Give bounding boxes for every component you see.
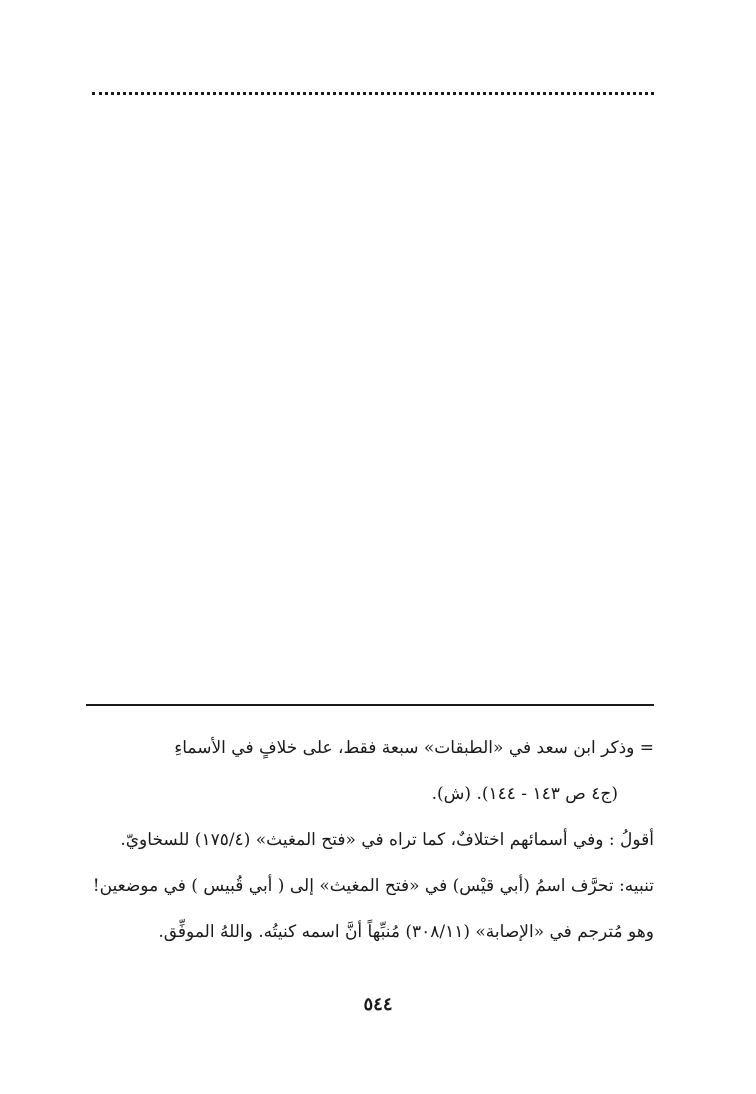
footnote-line: (ج٤ ص ١٤٣ - ١٤٤). (ش). [431,784,618,804]
footnote-separator [86,704,654,706]
page-number: ٥٤٤ [363,994,393,1015]
footnote-line: أقولُ : وفي أسمائهم اختلافٌ، كما تراه في «فتح المغيث» (١٧٥/٤) للسخاويّ. [120,830,654,850]
footnotes-block [92,735,654,965]
top-dotted-separator [92,92,654,95]
footnote-line: وهو مُترجم في «الإصابة» (٣٠٨/١١) مُنبِّهاً أنَّ اسمه كنيتُه. واللهُ الموفِّق. [158,922,654,942]
footnote-line: تنبيه: تحرَّف اسمُ (أبي قيْس) في «فتح المغيث» إلى ( أبي قُبيس ) في موضعين! [92,876,654,896]
footnote-line: = وذكر ابن سعد في «الطبقات» سبعة فقط، على خلافٍ في الأسماءِ [174,738,654,758]
